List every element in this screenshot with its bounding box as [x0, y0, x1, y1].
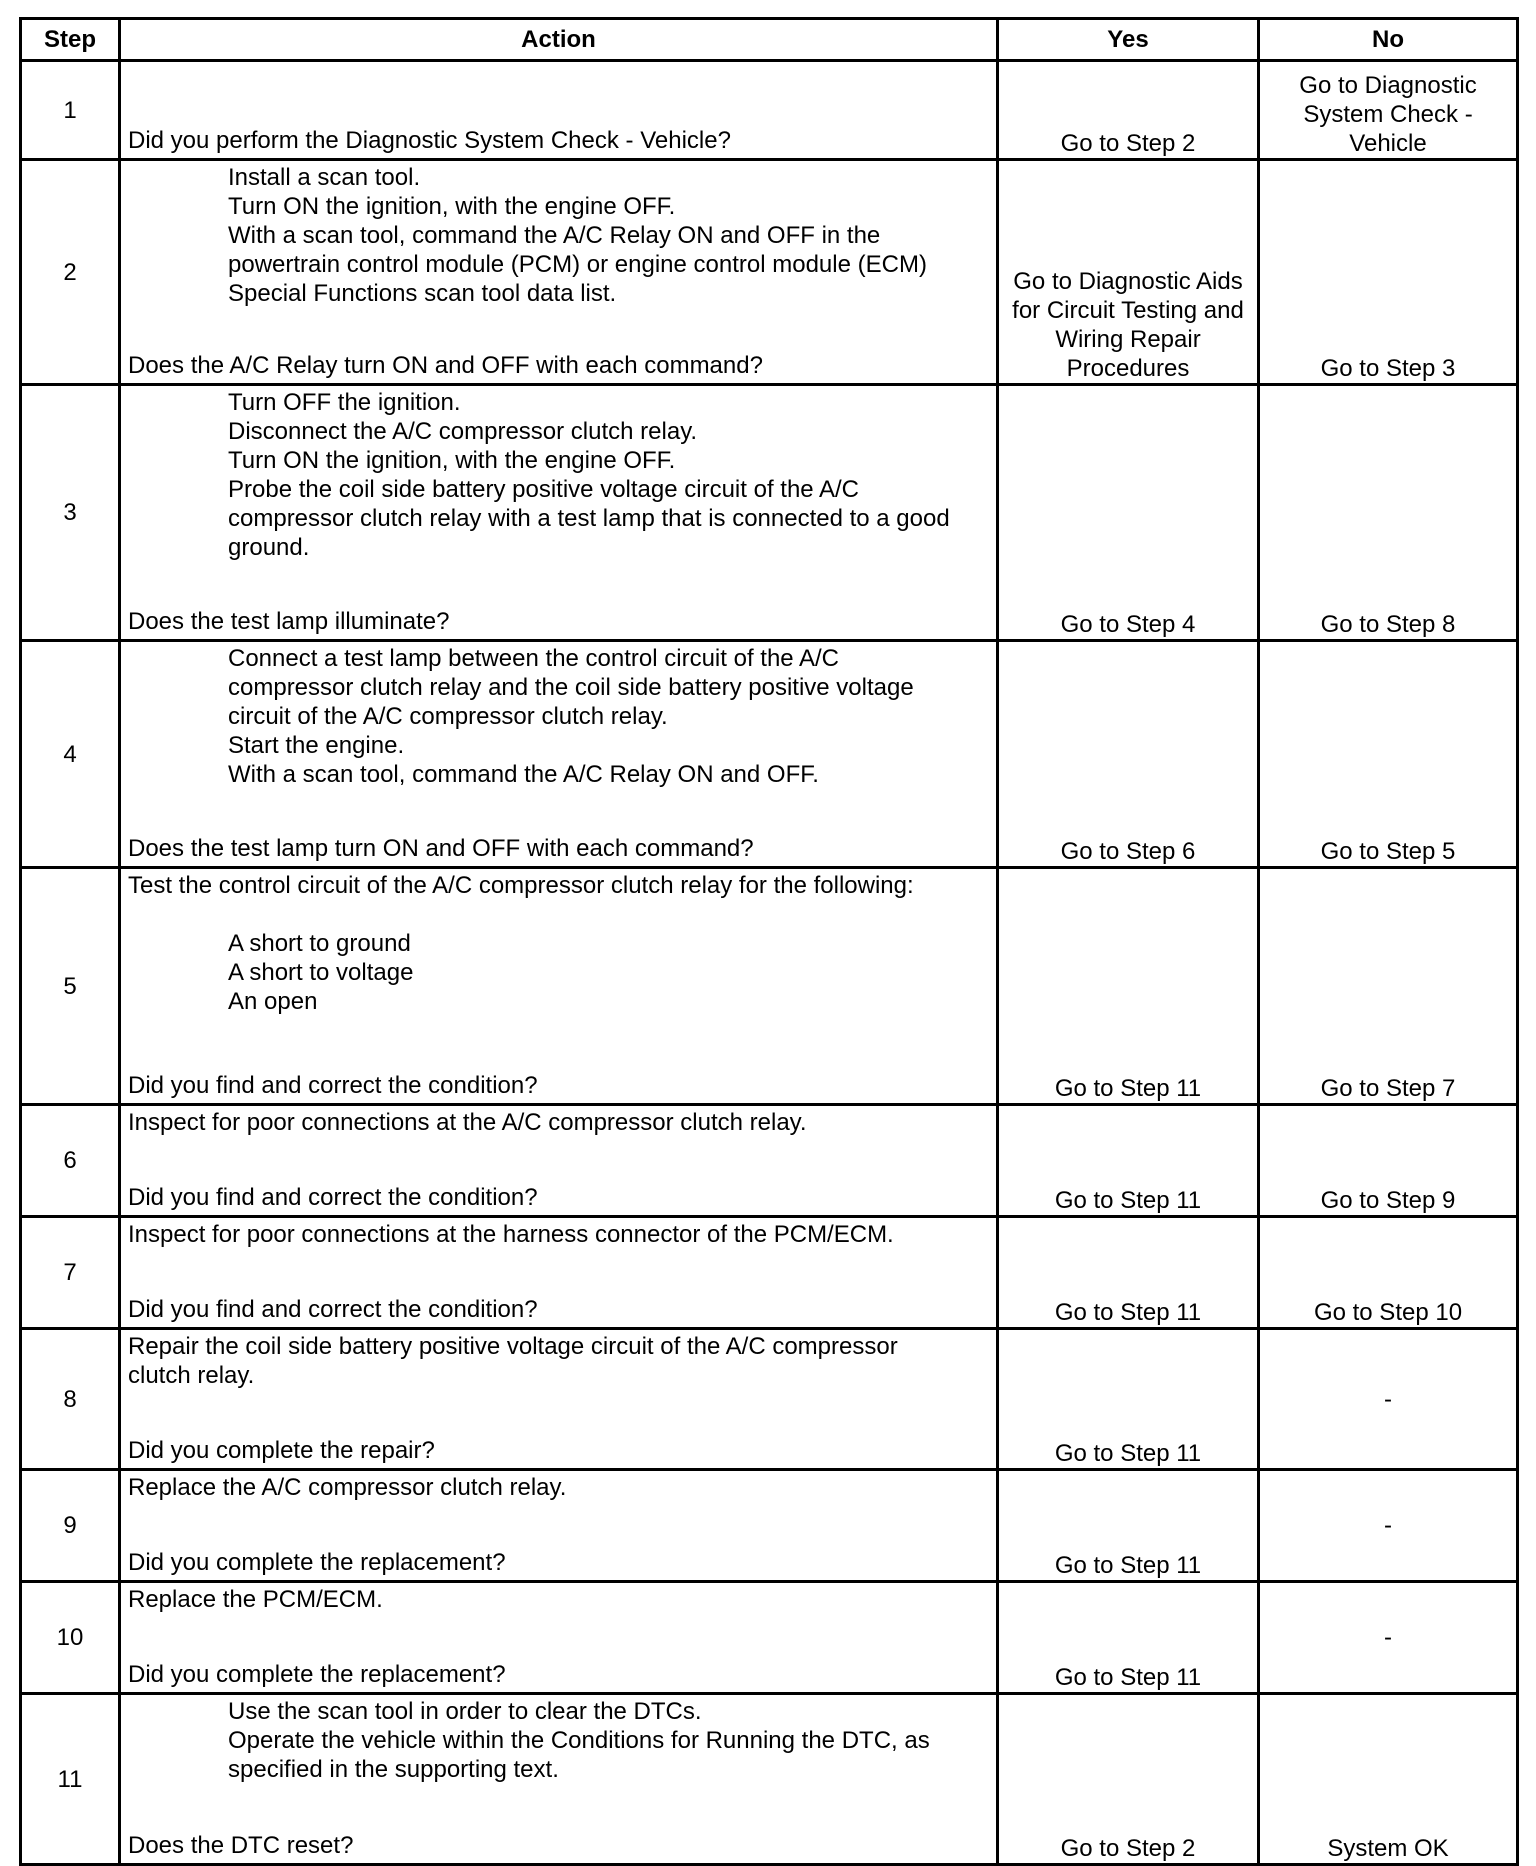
header-yes: Yes [998, 19, 1259, 61]
action-instructions [128, 1697, 988, 1784]
yes-text [999, 1298, 1257, 1327]
action-question: Did you perform the Diagnostic System Check - Vehicle? [128, 127, 731, 154]
yes-result [998, 1217, 1259, 1329]
action-step-line: compressor clutch relay with a test lamp that is connected to a good [228, 505, 950, 532]
yes-line: Go to Step 11 [1054, 1440, 1202, 1467]
step-number: 7 [21, 1217, 120, 1329]
table-row [21, 1582, 1518, 1694]
action-content [121, 1471, 996, 1580]
table-row [21, 641, 1518, 868]
action-question: Did you complete the replacement? [128, 1549, 506, 1576]
no-result [1259, 868, 1518, 1105]
yes-result [998, 385, 1259, 641]
action-instructions [128, 1585, 988, 1614]
step-number: 9 [21, 1470, 120, 1582]
step-number: 1 [21, 61, 120, 160]
action-cell [120, 1329, 998, 1470]
action-step-line: A short to voltage [228, 959, 414, 986]
action-instructions [128, 163, 988, 308]
no-text [1260, 1186, 1516, 1215]
step-number: 5 [21, 868, 120, 1105]
header-no: No [1259, 19, 1518, 61]
action-step-line: Connect a test lamp between the control circuit of the A/C [228, 645, 839, 672]
action-step-line: With a scan tool, command the A/C Relay ON and OFF. [228, 761, 819, 788]
diagnostic-table [19, 17, 1519, 1866]
yes-result [998, 160, 1259, 385]
no-line: Vehicle [1349, 130, 1427, 157]
yes-line: Procedures [1066, 355, 1190, 382]
action-instructions [128, 388, 988, 562]
action-instructions [128, 644, 988, 789]
header-action: Action [120, 19, 998, 61]
no-line: Go to Step 7 [1320, 1075, 1456, 1102]
action-content [121, 869, 996, 1103]
action-intro-line: Inspect for poor connections at the harness connector of the PCM/ECM. [128, 1221, 894, 1248]
action-cell [120, 1470, 998, 1582]
yes-text [999, 1551, 1257, 1580]
action-cell [120, 868, 998, 1105]
action-step-line: A short to ground [228, 930, 411, 957]
action-step-line: Turn ON the ignition, with the engine OFF. [228, 447, 676, 474]
yes-line: Go to Step 11 [1054, 1664, 1202, 1691]
action-cell [120, 1694, 998, 1865]
step-number: 8 [21, 1329, 120, 1470]
no-result [1259, 385, 1518, 641]
action-intro-line: clutch relay. [128, 1362, 255, 1389]
action-step-line: Install a scan tool. [228, 164, 421, 191]
no-text [1260, 354, 1516, 383]
action-instructions [128, 1473, 988, 1502]
no-line: System Check - [1303, 101, 1473, 128]
yes-text [999, 1439, 1257, 1468]
yes-line: Go to Step 11 [1054, 1187, 1202, 1214]
action-intro-line: Replace the A/C compressor clutch relay. [128, 1474, 567, 1501]
action-step-line: Turn OFF the ignition. [228, 389, 461, 416]
yes-text [999, 610, 1257, 639]
no-text [1260, 1074, 1516, 1103]
action-step-line: powertrain control module (PCM) or engine control module (ECM) [228, 251, 927, 278]
action-question: Does the A/C Relay turn ON and OFF with each command? [128, 352, 763, 379]
no-line: Go to Step 9 [1320, 1187, 1456, 1214]
action-step-line: Special Functions scan tool data list. [228, 280, 617, 307]
no-result [1259, 160, 1518, 385]
yes-result [998, 1582, 1259, 1694]
action-content [121, 1695, 996, 1863]
action-question: Does the test lamp illuminate? [128, 608, 450, 635]
action-cell [120, 641, 998, 868]
table-body [21, 61, 1518, 1865]
yes-text [999, 1663, 1257, 1692]
yes-text [999, 1074, 1257, 1103]
action-step-line: circuit of the A/C compressor clutch relay. [228, 703, 668, 730]
action-instructions [128, 871, 988, 1016]
action-question: Did you find and correct the condition? [128, 1296, 538, 1323]
action-content [121, 1218, 996, 1327]
yes-line: Go to Step 11 [1054, 1075, 1202, 1102]
action-intro-line: Test the control circuit of the A/C compressor clutch relay for the following: [128, 872, 914, 899]
no-result [1259, 1694, 1518, 1865]
action-intro-line: Repair the coil side battery positive voltage circuit of the A/C compressor [128, 1333, 898, 1360]
step-number: 6 [21, 1105, 120, 1217]
action-step-line: With a scan tool, command the A/C Relay ON and OFF in the [228, 222, 881, 249]
action-cell [120, 1105, 998, 1217]
no-result [1259, 61, 1518, 160]
table-row [21, 1694, 1518, 1865]
table-row [21, 160, 1518, 385]
action-content [121, 642, 996, 866]
action-step-line: Operate the vehicle within the Conditions for Running the DTC, as [228, 1727, 930, 1754]
yes-result [998, 1694, 1259, 1865]
action-content [121, 386, 996, 639]
action-question: Did you complete the replacement? [128, 1661, 506, 1688]
no-result [1259, 641, 1518, 868]
yes-line: Go to Step 6 [1060, 838, 1196, 865]
no-result [1259, 1582, 1518, 1694]
action-question: Did you complete the repair? [128, 1437, 435, 1464]
no-line: Go to Step 8 [1320, 611, 1456, 638]
table-row [21, 1217, 1518, 1329]
no-line: System OK [1327, 1835, 1449, 1862]
no-result [1259, 1470, 1518, 1582]
table-row [21, 61, 1518, 160]
action-step-line: Probe the coil side battery positive voltage circuit of the A/C [228, 476, 859, 503]
no-line: Go to Step 10 [1313, 1299, 1463, 1326]
no-line: - [1384, 1512, 1392, 1539]
action-step-line: ground. [228, 534, 310, 561]
action-step-line: compressor clutch relay and the coil side battery positive voltage [228, 674, 914, 701]
action-question: Does the test lamp turn ON and OFF with each command? [128, 835, 754, 862]
table-row [21, 1105, 1518, 1217]
yes-line: Go to Step 2 [1060, 130, 1196, 157]
header-step: Step [21, 19, 120, 61]
action-step-line: specified in the supporting text. [228, 1756, 559, 1783]
no-text [1260, 1298, 1516, 1327]
action-content [121, 1583, 996, 1692]
action-question: Did you find and correct the condition? [128, 1072, 538, 1099]
action-intro-line: Replace the PCM/ECM. [128, 1586, 383, 1613]
yes-result [998, 641, 1259, 868]
action-cell [120, 1582, 998, 1694]
yes-line: for Circuit Testing and [1012, 297, 1244, 324]
yes-result [998, 1329, 1259, 1470]
action-intro-line: Inspect for poor connections at the A/C compressor clutch relay. [128, 1109, 807, 1136]
action-step-line: Use the scan tool in order to clear the DTCs. [228, 1698, 702, 1725]
yes-result [998, 1105, 1259, 1217]
no-line: Go to Diagnostic [1299, 72, 1477, 99]
no-text [1260, 1511, 1516, 1540]
step-number: 11 [21, 1694, 120, 1865]
no-line: - [1384, 1624, 1392, 1651]
action-step-line: Disconnect the A/C compressor clutch relay. [228, 418, 698, 445]
no-text [1260, 71, 1516, 158]
action-content [121, 62, 996, 158]
yes-line: Go to Diagnostic Aids [1013, 268, 1243, 295]
action-step-line: Start the engine. [228, 732, 405, 759]
action-instructions [128, 1332, 988, 1390]
action-cell [120, 160, 998, 385]
yes-line: Go to Step 11 [1054, 1552, 1202, 1579]
action-cell [120, 1217, 998, 1329]
action-cell [120, 385, 998, 641]
action-instructions [128, 1108, 988, 1137]
yes-line: Go to Step 4 [1060, 611, 1196, 638]
table-row [21, 385, 1518, 641]
no-text [1260, 610, 1516, 639]
yes-result [998, 1470, 1259, 1582]
no-text [1260, 1834, 1516, 1863]
action-step-line: An open [228, 988, 318, 1015]
no-result [1259, 1217, 1518, 1329]
yes-result [998, 868, 1259, 1105]
no-line: - [1384, 1385, 1392, 1413]
yes-line: Wiring Repair [1055, 326, 1201, 353]
action-content [121, 1106, 996, 1215]
table-row [21, 1329, 1518, 1470]
yes-result [998, 61, 1259, 160]
table-row [21, 868, 1518, 1105]
no-line: Go to Step 3 [1320, 355, 1456, 382]
action-instructions [128, 1220, 988, 1249]
action-question: Did you find and correct the condition? [128, 1184, 538, 1211]
yes-text [999, 1834, 1257, 1863]
spacer [128, 900, 988, 929]
action-content [121, 161, 996, 383]
table-row [21, 1470, 1518, 1582]
step-number: 10 [21, 1582, 120, 1694]
action-question: Does the DTC reset? [128, 1832, 354, 1859]
yes-line: Go to Step 2 [1060, 1835, 1196, 1862]
step-number: 2 [21, 160, 120, 385]
yes-text [999, 129, 1257, 158]
yes-text [999, 267, 1257, 383]
yes-text [999, 837, 1257, 866]
action-step-line: Turn ON the ignition, with the engine OFF. [228, 193, 676, 220]
yes-line: Go to Step 11 [1054, 1299, 1202, 1326]
no-result [1259, 1329, 1518, 1470]
no-text [1260, 1623, 1516, 1652]
no-line: Go to Step 5 [1320, 838, 1456, 865]
header-row [21, 19, 1518, 61]
step-number: 4 [21, 641, 120, 868]
no-text [1260, 837, 1516, 866]
action-cell [120, 61, 998, 160]
step-number: 3 [21, 385, 120, 641]
no-result [1259, 1105, 1518, 1217]
yes-text [999, 1186, 1257, 1215]
action-content [121, 1330, 996, 1468]
no-text [1260, 1385, 1516, 1414]
